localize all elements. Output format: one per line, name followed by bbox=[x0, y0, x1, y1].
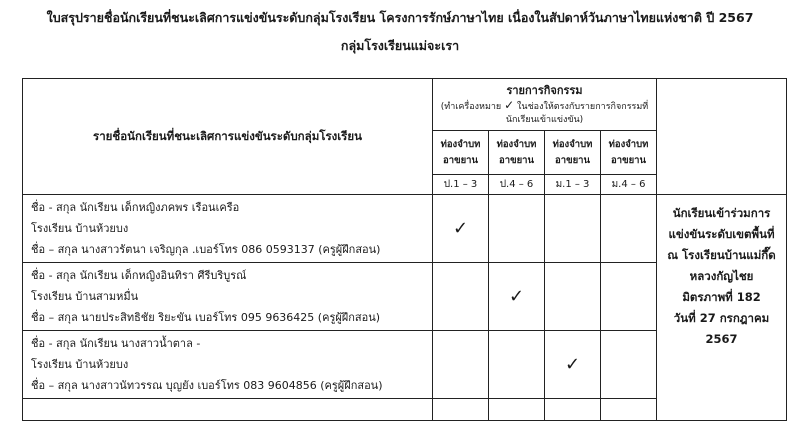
empty-cell bbox=[601, 195, 657, 263]
student-name: ชื่อ - สกุล นักเรียน นางสาวน้ำตาล - bbox=[31, 337, 201, 350]
note-header-blank bbox=[657, 79, 787, 195]
empty-cell bbox=[601, 263, 657, 331]
empty-cell bbox=[601, 331, 657, 399]
teacher-info: ชื่อ – สกุล นางสาวนัทวรรณ บุญยัง เบอร์โทร 083 9604856 (ครูผู้ฝึกสอน) bbox=[31, 379, 383, 392]
school-name: โรงเรียน บ้านห้วยบง bbox=[31, 222, 129, 235]
empty-cell bbox=[545, 263, 601, 331]
empty-cell bbox=[433, 263, 489, 331]
check-mark-icon: ✓ bbox=[545, 331, 601, 399]
teacher-info: ชื่อ – สกุล นายประสิทธิชัย ริยะขัน เบอร์โทร 095 9636425 (ครูผู้ฝึกสอน) bbox=[31, 311, 381, 324]
empty-cell bbox=[545, 399, 601, 421]
document-title-line-2: กลุ่มโรงเรียนแม่จะเรา bbox=[340, 38, 460, 53]
grade-label-p4-6: ป.4 – 6 bbox=[489, 175, 545, 195]
empty-cell bbox=[433, 331, 489, 399]
empty-cell bbox=[433, 399, 489, 421]
activity-header-instruction bbox=[433, 99, 656, 127]
empty-cell bbox=[489, 399, 545, 421]
grade-label-m1-3: ม.1 – 3 bbox=[545, 175, 601, 195]
school-name: โรงเรียน บ้านสามหมื่น bbox=[31, 290, 139, 303]
empty-cell bbox=[489, 331, 545, 399]
activity-instruction-after: ในช่องให้ตรงกับรายการกิจกรรมที่นักเรียนเข้าแข่งขัน) bbox=[505, 101, 649, 125]
activity-column-p4-6: ท่องจำบท อาขยาน bbox=[489, 131, 545, 175]
check-mark-icon: ✓ bbox=[504, 97, 515, 112]
grade-label-m4-6: ม.4 – 6 bbox=[601, 175, 657, 195]
activity-instruction-before: (ทำเครื่องหมาย bbox=[440, 101, 502, 112]
activity-header-title: รายการกิจกรรม bbox=[506, 83, 583, 97]
school-name: โรงเรียน บ้านห้วยบง bbox=[31, 358, 129, 371]
table-row bbox=[23, 195, 787, 263]
check-mark-icon: ✓ bbox=[433, 195, 489, 263]
empty-cell bbox=[545, 195, 601, 263]
activity-header bbox=[433, 79, 657, 131]
activity-column-p1-3: ท่องจำบท อาขยาน bbox=[433, 131, 489, 175]
student-info-cell bbox=[23, 195, 433, 263]
teacher-info: ชื่อ – สกุล นางสาวรัตนา เจริญกุล .เบอร์โทร 086 0593137 (ครูผู้ฝึกสอน) bbox=[31, 243, 381, 256]
table-row-blank bbox=[23, 399, 787, 421]
check-mark-icon: ✓ bbox=[489, 263, 545, 331]
activity-column-m1-3: ท่องจำบท อาขยาน bbox=[545, 131, 601, 175]
empty-cell bbox=[23, 399, 433, 421]
empty-cell bbox=[657, 399, 787, 421]
student-info-cell bbox=[23, 263, 433, 331]
student-info-cell bbox=[23, 331, 433, 399]
winners-table bbox=[22, 78, 787, 421]
competition-note: นักเรียนเข้าร่วมการ แข่งขันระดับเขตพื้นที่ ณ โรงเรียนบ้านแม่กึ๊ด หลวงกัญไชย มิตรภาพที่ 182 วันที่ 27 กรกฎาคม 2567 bbox=[657, 195, 787, 399]
activity-column-m4-6: ท่องจำบท อาขยาน bbox=[601, 131, 657, 175]
document-title-line-1: ใบสรุปรายชื่อนักเรียนที่ชนะเลิศการแข่งขันระดับกลุ่มโรงเรียน โครงการรักษ์ภาษาไทย เนื่องในสัปดาห์วันภาษาไทยแห่งชาติ ปี 2567 bbox=[46, 10, 754, 25]
student-name: ชื่อ - สกุล นักเรียน เด็กหญิงอินทิรา ศีรีบริบูรณ์ bbox=[31, 269, 247, 282]
name-column-header: รายชื่อนักเรียนที่ชนะเลิศการแข่งขันระดับกลุ่มโรงเรียน bbox=[23, 79, 433, 195]
student-name: ชื่อ - สกุล นักเรียน เด็กหญิงภคพร เรือนเครือ bbox=[31, 201, 240, 214]
grade-label-p1-3: ป.1 – 3 bbox=[433, 175, 489, 195]
empty-cell bbox=[489, 195, 545, 263]
empty-cell bbox=[601, 399, 657, 421]
